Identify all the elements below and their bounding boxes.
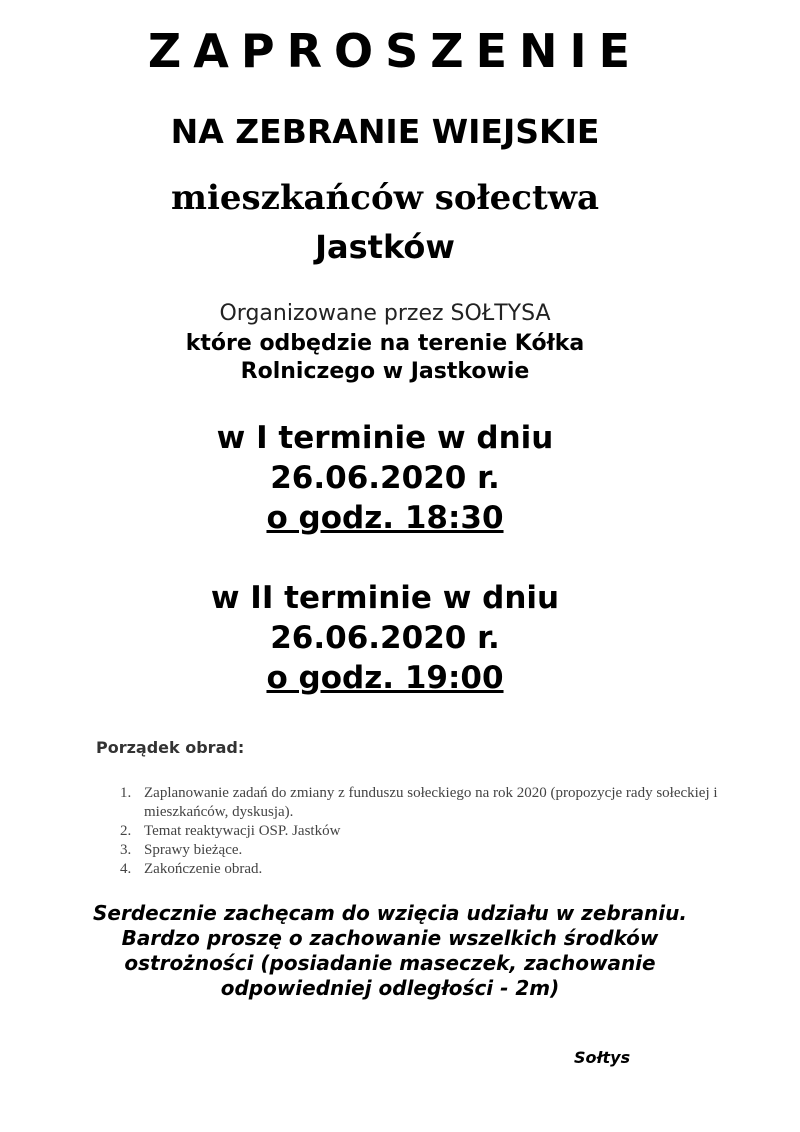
document-subtitle: NA ZEBRANIE WIEJSKIE <box>170 112 600 151</box>
agenda-item <box>120 822 760 841</box>
first-term-block <box>0 418 770 538</box>
first-term-time: o godz. 18:30 <box>266 500 504 536</box>
venue-block <box>0 330 770 386</box>
signature: Sołtys <box>574 1048 631 1067</box>
village-name: Jastków <box>315 228 455 266</box>
residents-line: mieszkańców sołectwa <box>170 178 599 218</box>
first-term-date: 26.06.2020 r. <box>270 460 500 496</box>
agenda-heading: Porządek obrad: <box>96 738 245 757</box>
agenda-list <box>120 784 760 879</box>
first-term-label: w I terminie w dniu <box>216 420 554 456</box>
agenda-item-text: Sprawy bieżące. <box>144 842 243 858</box>
second-term-time: o godz. 19:00 <box>266 660 504 696</box>
agenda-item-text: Zakończenie obrad. <box>144 861 263 877</box>
venue-line-2: Rolniczego w Jastkowie <box>240 359 530 384</box>
agenda-item <box>120 841 760 860</box>
closing-message <box>80 901 700 1001</box>
second-term-label: w II terminie w dniu <box>210 580 560 616</box>
second-term-block <box>0 578 770 698</box>
agenda-item <box>120 784 760 822</box>
closing-precautions: Bardzo proszę o zachowanie wszelkich środków ostrożności (posiadanie maseczek, zachowanie odpowiedniej odległości - 2m) <box>121 926 659 1000</box>
agenda-item-number: 1. <box>120 785 132 801</box>
second-term-date: 26.06.2020 r. <box>270 620 500 656</box>
agenda-item-text: Zaplanowanie zadań do zmiany z funduszu sołeckiego na rok 2020 (propozycje rady sołeckiej i mieszkańców, dyskusja). <box>144 785 718 820</box>
closing-invitation: Serdecznie zachęcam do wzięcia udziału w zebraniu. <box>92 901 687 925</box>
organizer-line: Organizowane przez SOŁTYSA <box>219 301 551 326</box>
agenda-item-text: Temat reaktywacji OSP. Jastków <box>144 823 341 839</box>
agenda-item-number: 3. <box>120 842 132 858</box>
agenda-item-number: 4. <box>120 861 132 877</box>
agenda-item <box>120 860 760 879</box>
agenda-item-number: 2. <box>120 823 132 839</box>
document-title: ZAPROSZENIE <box>147 24 643 78</box>
venue-line-1: które odbędzie na terenie Kółka <box>185 331 585 356</box>
